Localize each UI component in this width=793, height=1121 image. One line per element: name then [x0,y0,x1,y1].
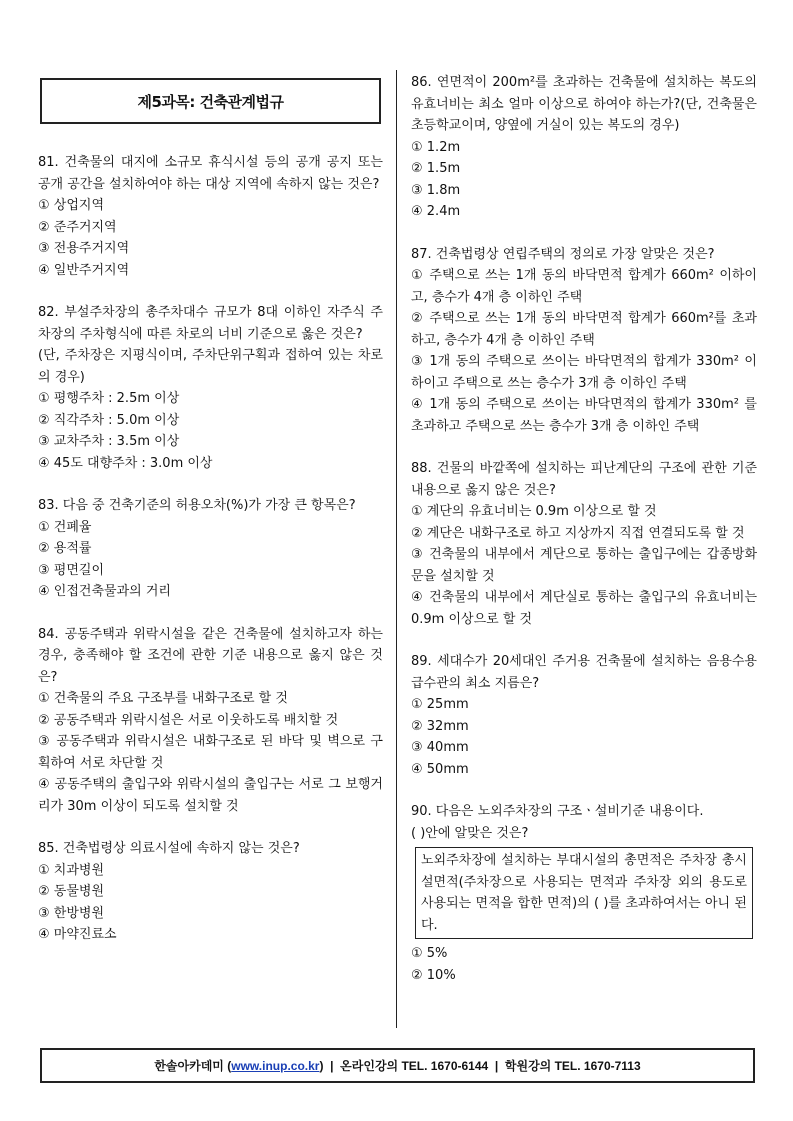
option-1: ① 평행주차 : 2.5m 이상 [38,391,180,406]
question-text: 85. 건축법령상 의료시설에 속하지 않는 것은? [38,841,300,856]
option-1: ① 건축물의 주요 구조부를 내화구조로 할 것 [38,691,288,706]
subject-title: 제5과목: 건축관계법규 [137,92,284,111]
option-4: ④ 일반주거지역 [38,262,130,278]
question-83 [38,495,383,603]
option-2: ② 동물병원 [38,884,105,899]
condition-box: 노외주차장에 설치하는 부대시설의 총면적은 주차장 총시설면적(주차장으로 사용되는 면적과 주차장 외의 용도로 사용되는 면적을 합한 면적)의 ( )를 초과하여서는 아니 된다. [415,847,753,939]
question-text: 87. 건축법령상 연립주택의 정의로 가장 알맞은 것은? [411,246,715,262]
question-note: (단, 주차장은 지평식이며, 주차단위구획과 접하여 있는 차로의 경우) [38,348,383,385]
column-divider [396,70,397,1028]
option-3: ③ 공동주택과 위락시설은 내화구조로 된 바닥 및 벽으로 구획하여 서로 차단할 것 [38,734,383,771]
question-text: 86. 연면적이 200m²를 초과하는 건축물에 설치하는 복도의 유효너비는 최소 얼마 이상으로 하여야 하는가?(단, 건축물은 초등학교이며, 양옆에 거실이 있는 복도의 경우) [411,75,757,133]
footer-separator: | [494,1058,499,1073]
footer-online-phone: 온라인강의 TEL. 1670-6144 [340,1059,489,1073]
option-2: ② 공동주택과 위락시설은 서로 이웃하도록 배치할 것 [38,712,339,728]
option-2: ② 준주거지역 [38,219,117,235]
option-1: ① 1.2m [411,139,461,155]
footer-offline-phone: 학원강의 TEL. 1670-7113 [504,1059,641,1073]
question-text: 89. 세대수가 20세대인 주거용 건축물에 설치하는 음용수용 급수관의 최소 지름은? [411,654,757,691]
question-text: 84. 공동주택과 위락시설을 같은 건축물에 설치하고자 하는 경우, 충족해야 할 조건에 관한 기준 내용으로 옳지 않은 것은? [38,626,383,685]
question-text: 90. 다음은 노외주차장의 구조ㆍ설비기준 내용이다. [411,804,704,819]
footer-academy: 한솔아카데미 ( [154,1059,232,1073]
question-text: 83. 다음 중 건축기준의 허용오차(%)가 가장 큰 항목은? [38,498,356,513]
option-4: ④ 45도 대향주차 : 3.0m 이상 [38,455,213,471]
question-81 [38,152,383,281]
footer-academy-close: ) [319,1058,324,1073]
option-1: ① 건폐율 [38,519,92,535]
question-subtext: ( )안에 알맞은 것은? [411,825,529,841]
question-88 [411,458,757,630]
option-2: ② 1.5m [411,161,461,176]
option-1: ① 5% [411,946,448,961]
option-1: ① 계단의 유효너비는 0.9m 이상으로 할 것 [411,504,657,519]
option-4: ④ 마약진료소 [38,927,117,942]
option-3: ③ 1개 동의 주택으로 쓰이는 바닥면적의 합계가 330m² 이하이고 주택으로 쓰는 층수가 3개 층 이하인 주택 [411,354,757,391]
subject-title-box [40,78,381,124]
option-4: ④ 인접건축물과의 거리 [38,584,171,599]
option-1: ① 주택으로 쓰는 1개 동의 바닥면적 합계가 660m² 이하이고, 층수가 4개 층 이하인 주택 [411,268,757,305]
page-footer [40,1048,755,1083]
option-3: ③ 전용주거지역 [38,241,130,256]
left-column [38,72,383,946]
question-85 [38,838,383,946]
option-3: ③ 1.8m [411,182,461,198]
option-2: ② 10% [411,967,456,983]
option-3: ③ 건축물의 내부에서 계단으로 통하는 출입구에는 갑종방화문을 설치할 것 [411,547,757,584]
option-2: ② 계단은 내화구조로 하고 지상까지 직접 연결되도록 할 것 [411,525,745,541]
option-4: ④ 건축물의 내부에서 계단실로 통하는 출입구의 유효너비는 0.9m 이상으로 할 것 [411,590,757,627]
option-2: ② 주택으로 쓰는 1개 동의 바닥면적 합계가 660m²를 초과하고, 층수가 4개 층 이하인 주택 [411,311,757,348]
option-4: ④ 2.4m [411,204,461,219]
question-text: 82. 부설주차장의 총주차대수 규모가 8대 이하인 자주식 주차장의 주차형식에 따른 차로의 너비 기준으로 옳은 것은? [38,305,383,342]
option-4: ④ 공동주택의 출입구와 위락시설의 출입구는 서로 그 보행거리가 30m 이상이 되도록 설치할 것 [38,777,383,814]
option-1: ① 치과병원 [38,862,105,878]
footer-website-link[interactable]: www.inup.co.kr [231,1058,320,1073]
question-87 [411,244,757,438]
question-82 [38,302,383,474]
option-2: ② 32mm [411,718,469,734]
question-text: 88. 건물의 바깥쪽에 설치하는 피난계단의 구조에 관한 기준 내용으로 옳지 않은 것은? [411,461,757,498]
question-text: 81. 건축물의 대지에 소규모 휴식시설 등의 공개 공지 또는 공개 공간을 설치하여야 하는 대상 지역에 속하지 않는 것은? [38,155,383,192]
footer-separator: | [330,1058,334,1073]
option-2: ② 직각주차 : 5.0m 이상 [38,412,180,428]
option-4: ④ 1개 동의 주택으로 쓰이는 바닥면적의 합계가 330m² 를 초과하고 주택으로 쓰는 층수가 3개 층 이하인 주택 [411,397,757,434]
question-90 [411,801,757,986]
option-1: ① 상업지역 [38,198,105,213]
option-3: ③ 평면길이 [38,562,105,578]
option-4: ④ 50mm [411,761,469,777]
option-3: ③ 40mm [411,740,469,755]
option-3: ③ 한방병원 [38,905,105,921]
option-1: ① 25mm [411,697,469,712]
question-84 [38,624,383,818]
option-2: ② 용적률 [38,541,92,556]
right-column [411,72,757,986]
option-3: ③ 교차주차 : 3.5m 이상 [38,434,180,449]
question-89 [411,651,757,780]
question-86 [411,72,757,223]
